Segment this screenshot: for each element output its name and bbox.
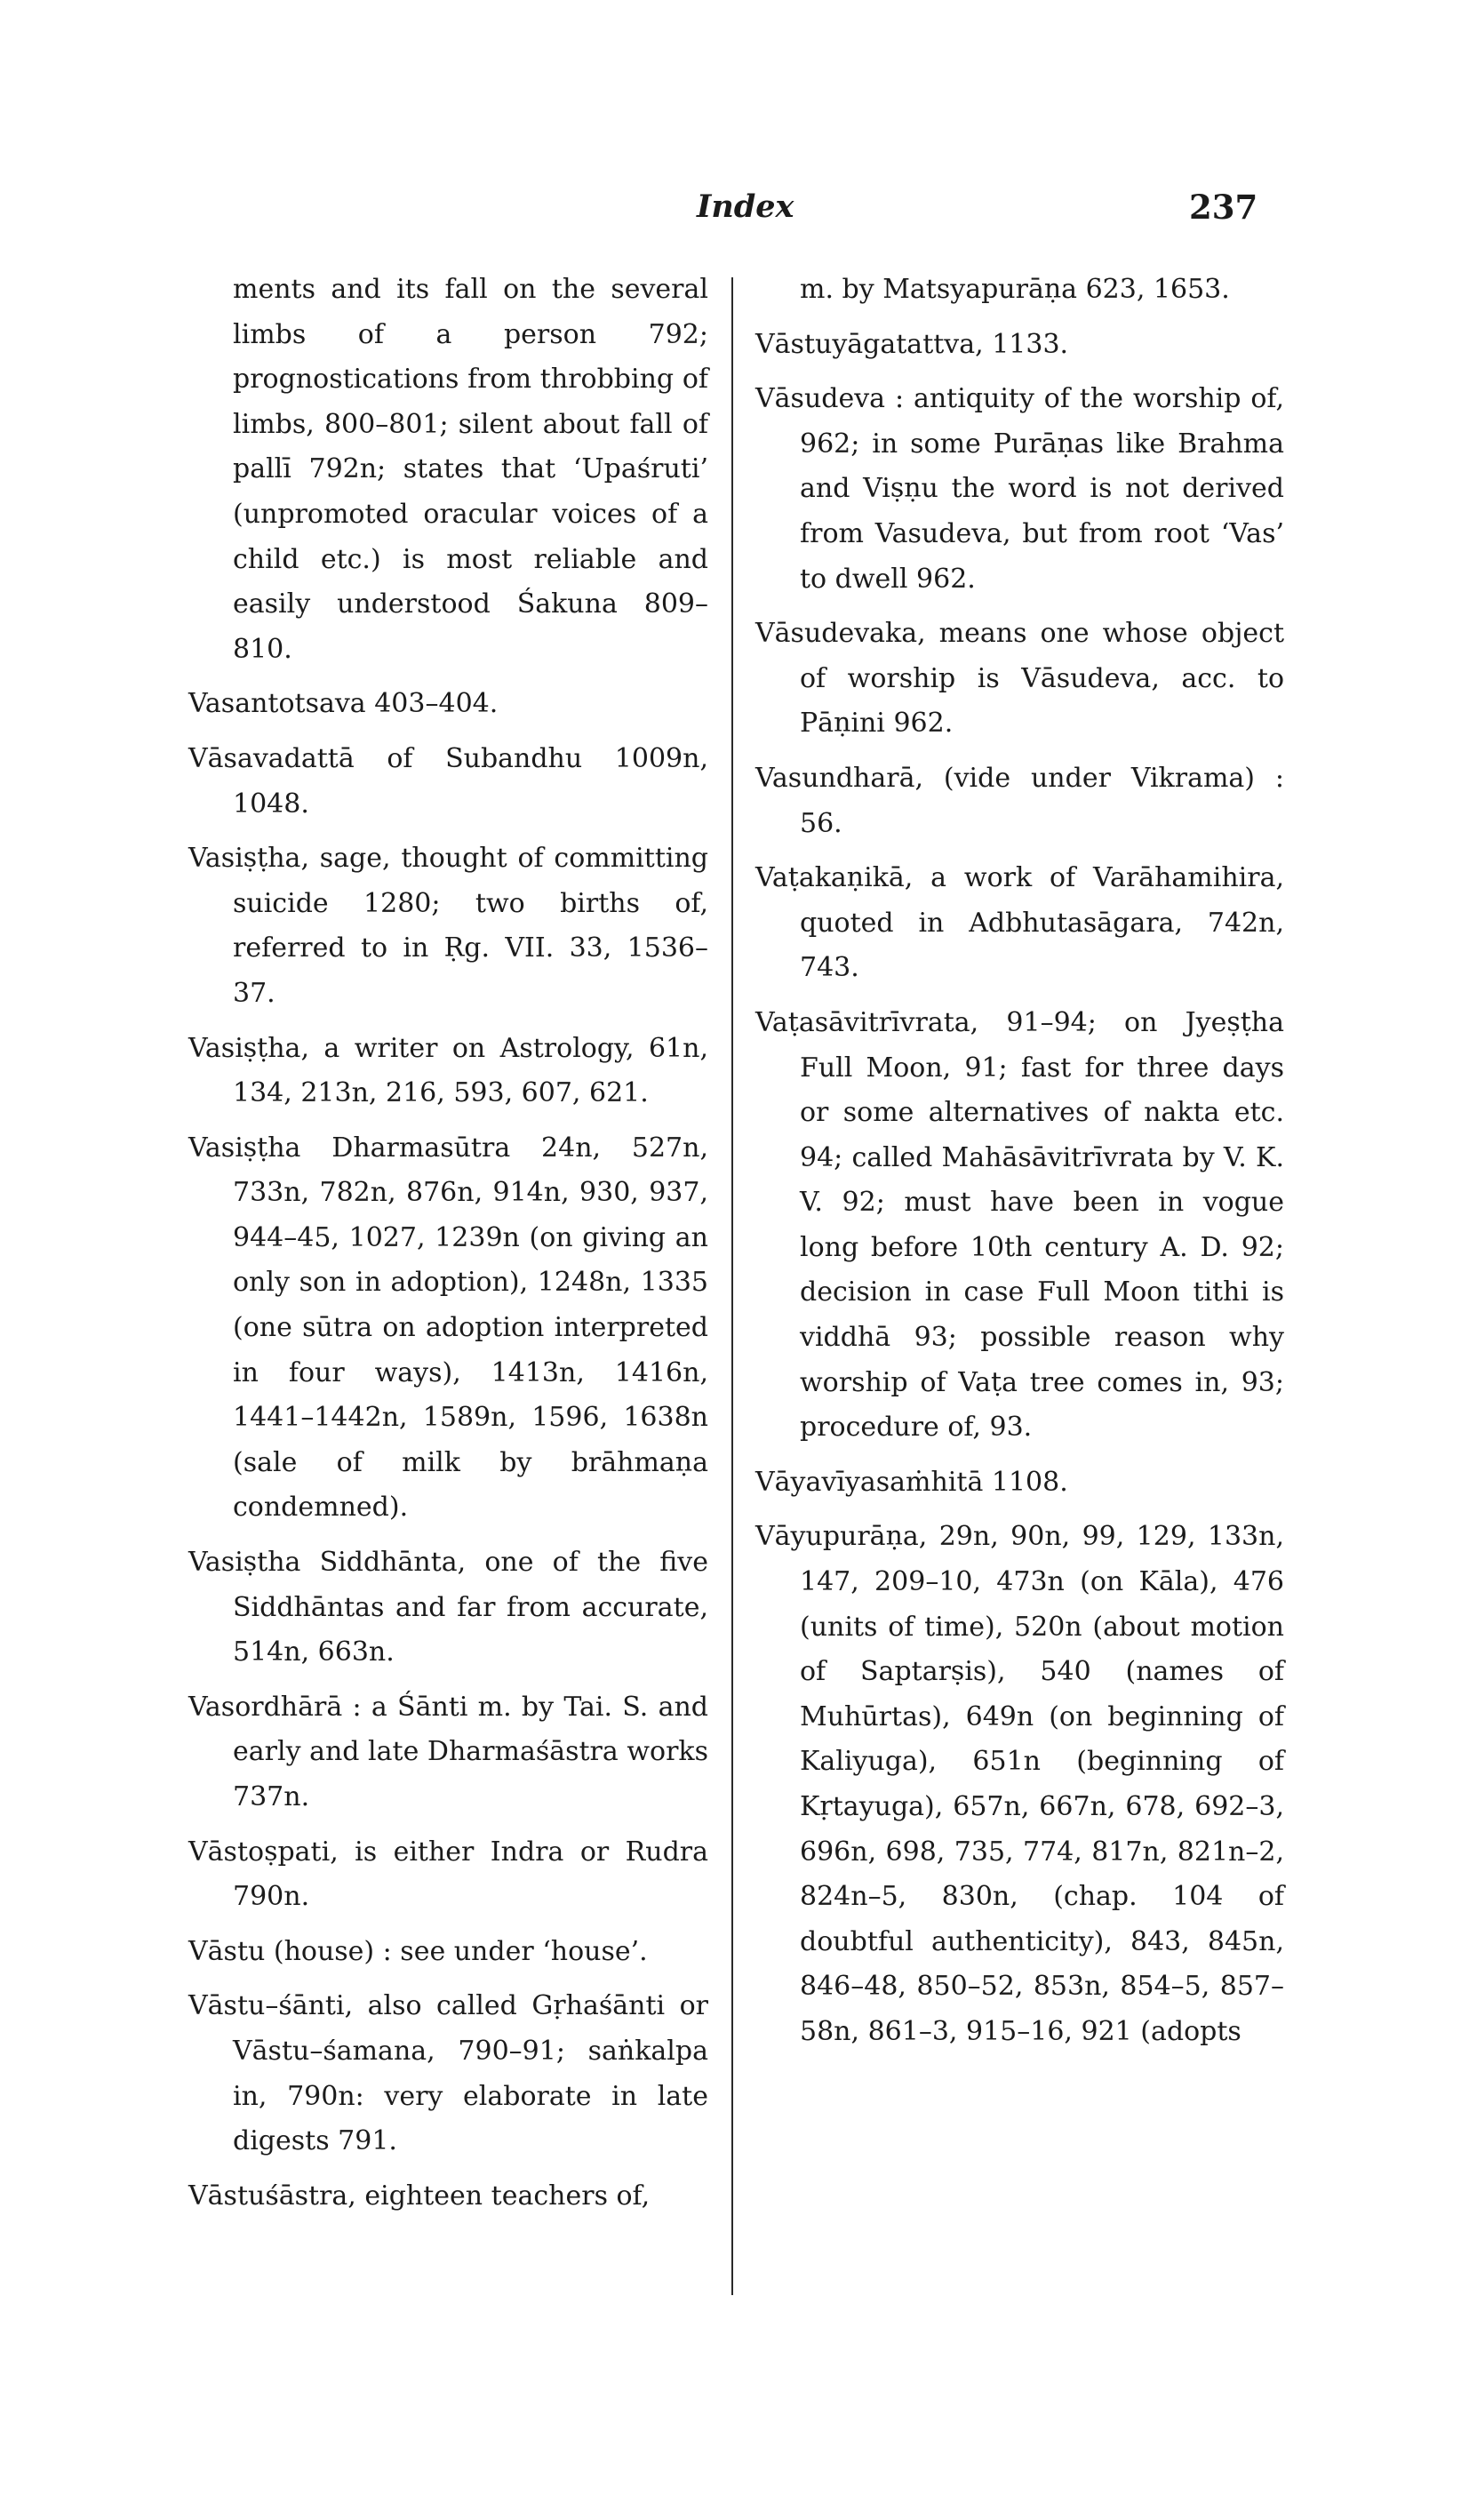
index-entry: Vāsavadattā of Subandhu 1009n, 1048. bbox=[188, 742, 708, 820]
left-column bbox=[188, 268, 708, 2228]
index-entry: Vaṭasāvitrīvrata, 91–94; on Jyeṣṭha Full Moon, 91; fast for three days or some alternatives of nakta etc. 94; called Mahāsāvitrīvrata by V. K. V. 92; must have been in vogue long before 10th century A. D. 92; decision in case Full Moon tithi is viddhā 93; possible reason why worship of Vaṭa tree comes in, 93; procedure of, 93. bbox=[755, 1006, 1284, 1444]
index-entry: Vāstu (house) : see under ‘house’. bbox=[188, 1935, 648, 1967]
index-entry: Vāstu–śānti, also called Gṛhaśānti or Vāstu–śamana, 790–91; saṅkalpa in, 790n: very elaborate in late digests 791. bbox=[188, 1990, 708, 2157]
index-entry: Vasiṣṭha, sage, thought of committing suicide 1280; two births of, referred to in Ṛg. VII. 33, 1536–37. bbox=[188, 843, 708, 1009]
index-entry: Vāyupurāṇa, 29n, 90n, 99, 129, 133n, 147, 209–10, 473n (on Kāla), 476 (units of time), 520n (about motion of Saptarṣis), 540 (names of Muhūrtas), 649n (on beginning of Kaliyuga), 651n (beginning of Kṛtayuga), 657n, 667n, 678, 692–3, 696n, 698, 735, 774, 817n, 821n–2, 824n–5, 830n, (chap. 104 of doubtful authenticity), 843, 845n, 846–48, 850–52, 853n, 854–5, 857–58n, 861–3, 915–16, 921 (adopts bbox=[755, 1521, 1284, 2047]
index-entry: Vasundharā, (vide under Vikrama) : 56. bbox=[755, 762, 1284, 839]
right-column bbox=[755, 268, 1284, 2065]
index-entry: m. by Matsyapurāṇa 623, 1653. bbox=[800, 274, 1230, 305]
index-entry: Vāyavīyasaṁhitā 1108. bbox=[755, 1466, 1068, 1498]
index-entry: Vāstoṣpati, is either Indra or Rudra 790n. bbox=[188, 1836, 708, 1913]
index-entry: ments and its fall on the several limbs of a person 792; prognostications from throbbing of limbs, 800–801; silent about fall of pallī 792n; states that ‘Upaśruti’ (unpromoted oracular voices of a child etc.) is most reliable and easily understood Śakuna 809–810. bbox=[233, 274, 708, 665]
page-number: 237 bbox=[1189, 188, 1258, 227]
index-entry: Vāsudeva : antiquity of the worship of, 962; in some Purāṇas like Brahma and Viṣṇu the word is not derived from Vasudeva, but from root ‘Vas’ to dwell 962. bbox=[755, 383, 1284, 595]
index-entry: Vasantotsava 403–404. bbox=[188, 688, 499, 720]
index-entry: Vāstuśāstra, eighteen teachers of, bbox=[188, 2180, 651, 2212]
column-divider bbox=[731, 277, 733, 2295]
index-entry: Vasiṣṭha, a writer on Astrology, 61n, 134, 213n, 216, 593, 607, 621. bbox=[188, 1032, 708, 1109]
index-entry: Vasiṣtha Siddhānta, one of the five Siddhāntas and far from accurate, 514n, 663n. bbox=[188, 1547, 708, 1668]
index-entry: Vāstuyāgatattva, 1133. bbox=[755, 328, 1069, 360]
running-title: Index bbox=[697, 188, 794, 225]
index-entry: Vasordhārā : a Śānti m. by Tai. S. and early and late Dharmaśāstra works 737n. bbox=[188, 1691, 708, 1812]
index-entry: Vāsudevaka, means one whose object of worship is Vāsudeva, acc. to Pāṇini 962. bbox=[755, 618, 1284, 740]
index-entry: Vasiṣṭha Dharmasūtra 24n, 527n, 733n, 782n, 876n, 914n, 930, 937, 944–45, 1027, 1239n (on giving an only son in adoption), 1248n, 1335 (one sūtra on adoption interpreted in four ways), 1413n, 1416n, 1441–1442n, 1589n, 1596, 1638n (sale of milk by brāhmaṇa condemned). bbox=[188, 1132, 708, 1524]
index-entry: Vaṭakaṇikā, a work of Varāhamihira, quoted in Adbhutasāgara, 742n, 743. bbox=[755, 862, 1284, 984]
